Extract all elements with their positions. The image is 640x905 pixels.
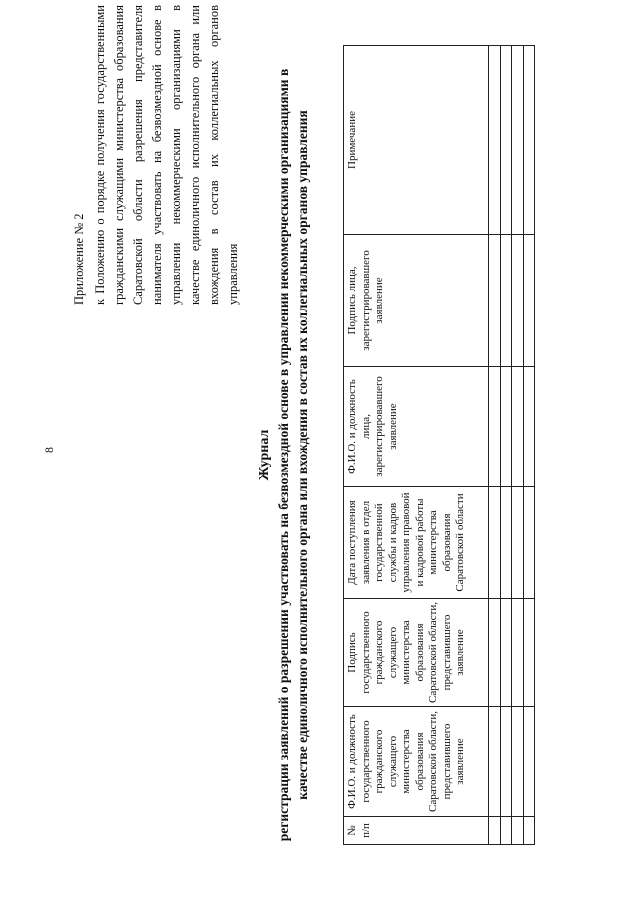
table-cell [489, 599, 500, 707]
appendix-heading: Приложение № 2 [72, 213, 86, 305]
table-cell [523, 235, 534, 367]
table-cell [523, 46, 534, 235]
journal-table [343, 45, 535, 845]
header-fio: Ф.И.О. и должность государственного гражданского служащего министерства образования Саратовской области, представившего заявление [344, 707, 489, 817]
table-cell [489, 46, 500, 235]
table-cell [523, 367, 534, 487]
table-cell [523, 599, 534, 707]
table-cell [512, 367, 523, 487]
table-cell [500, 817, 511, 845]
table-row [512, 46, 523, 845]
table-cell [512, 487, 523, 599]
table-row [489, 46, 500, 845]
table-cell [500, 707, 511, 817]
appendix-text: к Положению о порядке получения государственными гражданскими служащими министерства образования Саратовской области разрешения представителя нанимателя участвовать на безвозмездной основе в управлении некоммерческими организациями в качестве единоличного исполнительного органа или вхождения в состав их коллегиальных органов управления [93, 5, 240, 305]
table-cell [489, 367, 500, 487]
table-cell [512, 599, 523, 707]
table-cell [523, 817, 534, 845]
header-registrar-signature: Подпись лица, зарегистрировавшего заявление [344, 235, 489, 367]
table-row [500, 46, 511, 845]
table-cell [523, 487, 534, 599]
table-cell [489, 707, 500, 817]
journal-subtitle: регистрации заявлений о разрешении участвовать на безвозмездной основе в управлении некоммерческими организациями в качестве единоличного исполнительного органа или вхождения в состав их коллегиальных органов управления [276, 68, 310, 842]
table-cell [512, 46, 523, 235]
table-cell [523, 707, 534, 817]
header-date: Дата поступления заявления в отдел государственной службы и кадров управления правовой и кадровой работы министерства образования Саратовской области [344, 487, 489, 599]
journal-title [255, 65, 312, 845]
header-signature: Подпись государственного гражданского служащего министерства образования Саратовской области, представившего заявление [344, 599, 489, 707]
appendix-block [70, 5, 243, 305]
table-cell [512, 235, 523, 367]
page-number: 8 [42, 447, 56, 453]
header-number: № п/п [344, 817, 489, 845]
table-header-row [344, 46, 489, 845]
table-cell [512, 707, 523, 817]
header-registrar: Ф.И.О. и должность лица, зарегистрировавшего заявление [344, 367, 489, 487]
table-cell [500, 46, 511, 235]
journal-title-word: Журнал [257, 429, 272, 481]
table-cell [500, 487, 511, 599]
table-cell [489, 817, 500, 845]
table-cell [500, 235, 511, 367]
table-row [523, 46, 534, 845]
header-note: Примечание [344, 46, 489, 235]
table-cell [500, 599, 511, 707]
table-cell [512, 817, 523, 845]
table-cell [500, 367, 511, 487]
table-cell [489, 235, 500, 367]
table-cell [489, 487, 500, 599]
